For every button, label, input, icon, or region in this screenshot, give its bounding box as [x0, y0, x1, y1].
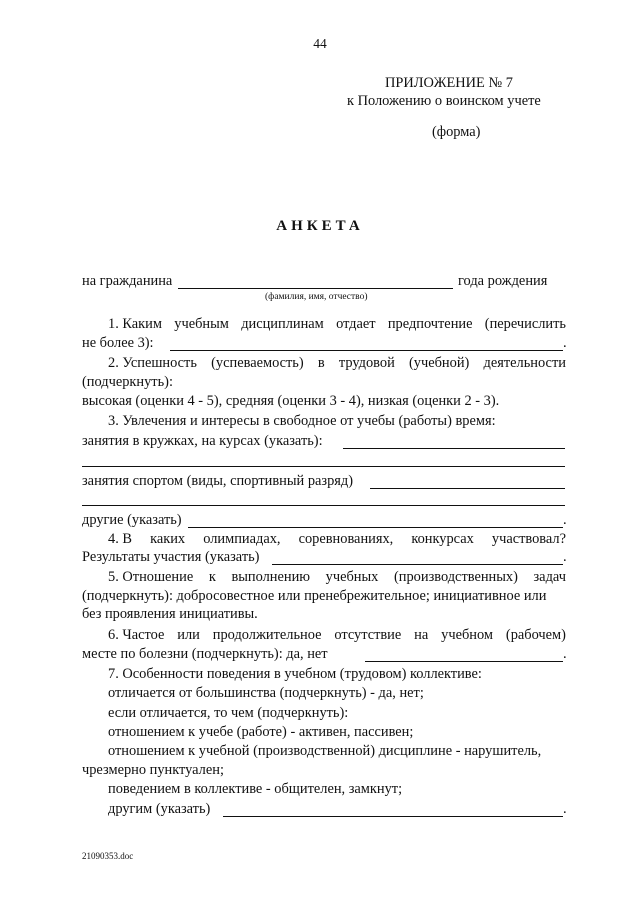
- q6-line2: месте по болезни (подчеркнуть): да, нет: [82, 646, 328, 662]
- footer-filename: 21090353.doc: [82, 851, 134, 861]
- q1-word: дисциплинам: [241, 316, 324, 332]
- q4-word: олимпиадах,: [203, 531, 281, 547]
- q5-word: выполнению: [231, 569, 311, 585]
- q1-line2: не более 3):: [82, 335, 154, 351]
- citizen-label: на гражданина: [82, 273, 173, 289]
- q1-end: .: [563, 335, 567, 351]
- q3-circles-field-2[interactable]: [82, 466, 565, 467]
- q7-line3: отношением к учебе (работе) - активен, пассивен;: [108, 724, 414, 740]
- page-number: 44: [313, 36, 327, 51]
- q3-sports-field-2[interactable]: [82, 505, 565, 506]
- q7-other-label: другим (указать): [108, 801, 211, 817]
- q7-line4: отношением к учебной (производственной) дисциплине - нарушитель,: [108, 743, 542, 759]
- q4-results-field[interactable]: [272, 564, 563, 565]
- q2-word: (учебной): [409, 355, 470, 371]
- q2-word: (успеваемость): [211, 355, 304, 371]
- q2-word: деятельности: [483, 355, 566, 371]
- citizen-name-field[interactable]: [178, 288, 453, 289]
- q4-line2: Результаты участия (указать): [82, 549, 260, 565]
- q2-line1: [108, 355, 566, 372]
- q6-word: 6. Частое: [108, 627, 165, 643]
- q5-word: к: [208, 569, 216, 585]
- birth-year-label: года рождения: [458, 273, 548, 289]
- q4-word: участвовал?: [491, 531, 566, 547]
- q6-word: (рабочем): [505, 627, 566, 643]
- q4-end: .: [563, 549, 567, 565]
- q6-word: продолжительное: [212, 627, 322, 643]
- q1-word: предпочтение: [387, 316, 473, 332]
- q6-word: отсутствие: [334, 627, 402, 643]
- q5-word: задач: [533, 569, 566, 585]
- q4-word: конкурсах: [411, 531, 474, 547]
- q1-line1: [108, 316, 566, 333]
- q2-line3: высокая (оценки 4 - 5), средняя (оценки 3 - 4), низкая (оценки 2 - 3).: [82, 393, 500, 409]
- appendix-subtitle: к Положению о воинском учете: [347, 93, 541, 109]
- q5-line2: (подчеркнуть): добросовестное или пренебрежительное; инициативное или: [82, 588, 547, 604]
- q3-sports-field[interactable]: [370, 488, 565, 489]
- form-label: (форма): [432, 124, 481, 140]
- q1-answer-field[interactable]: [170, 350, 563, 351]
- appendix-title: ПРИЛОЖЕНИЕ № 7: [385, 75, 513, 91]
- q3-other-label: другие (указать): [82, 512, 182, 528]
- q2-word: в: [317, 355, 325, 371]
- q6-line1: [108, 627, 566, 644]
- q3-end: .: [563, 512, 567, 528]
- q7-line2: если отличается, то чем (подчеркнуть):: [108, 705, 349, 721]
- q2-word: трудовой: [338, 355, 395, 371]
- q3-sports-label: занятия спортом (виды, спортивный разряд): [82, 473, 354, 489]
- q5-line3: без проявления инициативы.: [82, 606, 258, 622]
- q1-word: (перечислить: [484, 316, 566, 332]
- q6-word: или: [177, 627, 200, 643]
- q3-circles-field[interactable]: [343, 448, 565, 449]
- q7-title: 7. Особенности поведения в учебном (трудовом) коллективе:: [108, 666, 482, 682]
- q2-word: 2. Успешность: [108, 355, 197, 371]
- q4-line1: [108, 531, 566, 548]
- q6-end: .: [563, 646, 567, 662]
- name-hint: (фамилия, имя, отчество): [265, 292, 368, 302]
- q4-word: 4. В: [108, 531, 132, 547]
- q5-word: учебных: [325, 569, 379, 585]
- q1-word: учебным: [174, 316, 229, 332]
- q7-line6: поведением в коллективе - общителен, замкнут;: [108, 781, 403, 797]
- q3-circles-label: занятия в кружках, на курсах (указать):: [82, 433, 323, 449]
- q6-answer-field[interactable]: [365, 661, 563, 662]
- q3-other-field[interactable]: [188, 527, 563, 528]
- q5-word: 5. Отношение: [108, 569, 194, 585]
- q4-word: соревнованиях,: [298, 531, 394, 547]
- q2-line2: (подчеркнуть):: [82, 374, 173, 390]
- q3-title: 3. Увлечения и интересы в свободное от учебы (работы) время:: [108, 413, 496, 429]
- q6-word: учебном: [441, 627, 494, 643]
- q5-word: (производственных): [393, 569, 518, 585]
- q6-word: на: [414, 627, 429, 643]
- q7-end: .: [563, 801, 567, 817]
- q1-word: отдает: [336, 316, 376, 332]
- q4-word: каких: [150, 531, 186, 547]
- q1-word: 1. Каким: [108, 316, 162, 332]
- q7-other-field[interactable]: [223, 816, 563, 817]
- q5-line1: [108, 569, 566, 586]
- q7-line1: отличается от большинства (подчеркнуть) - да, нет;: [108, 685, 424, 701]
- document-title: АНКЕТА: [276, 218, 364, 234]
- q7-line5: чрезмерно пунктуален;: [82, 762, 224, 778]
